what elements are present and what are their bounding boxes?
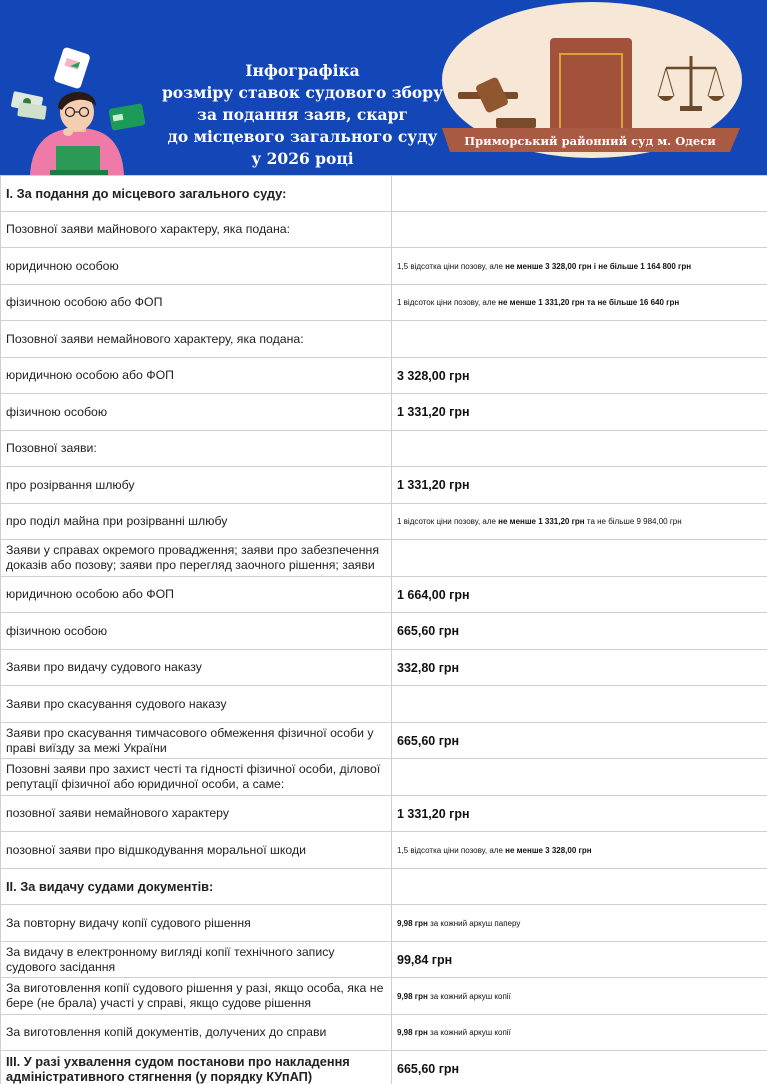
fee-description-text: юридичною особою або ФОП	[6, 587, 175, 601]
fee-amount-emphasis: не менше 3 328,00 грн і не більше 1 164 800 грн	[505, 261, 692, 271]
table-row	[1, 905, 767, 942]
fee-description-text: юридичною особою або ФОП	[6, 368, 175, 382]
fee-description-text: фізичною особою	[6, 623, 108, 638]
fee-description-text: Позовні заяви про захист честі та гідності фізичної особи, ділової репутації фізичної або юридичної особи, а саме:	[6, 762, 381, 791]
fee-description-text: Заяви про видачу судового наказу	[6, 660, 202, 674]
fee-description-text: фізичною особою	[6, 404, 108, 419]
card-icon	[108, 103, 145, 131]
fee-description	[1, 832, 392, 869]
fee-amount-prefix: 1 відсоток ціни позову, але	[397, 298, 499, 307]
fee-table-body	[1, 176, 767, 1084]
fee-description	[1, 321, 392, 358]
fee-amount-emphasis: 9,98 грн	[397, 1028, 428, 1037]
table-row	[1, 504, 767, 540]
fee-amount	[392, 176, 767, 212]
fee-amount: 1 331,20 грн	[392, 394, 767, 431]
fee-table	[0, 175, 767, 1084]
fee-description-text: I. За подання до місцевого загального суду:	[6, 186, 287, 201]
fee-description	[1, 650, 392, 686]
fee-amount: 3 328,00 грн	[392, 358, 767, 394]
fee-amount	[392, 504, 767, 540]
fee-description	[1, 467, 392, 504]
header-banner	[0, 0, 767, 175]
fee-amount-prefix: 1 відсоток ціни позову, але	[397, 517, 499, 526]
table-row	[1, 285, 767, 321]
table-row	[1, 467, 767, 504]
fee-amount	[392, 431, 767, 467]
fee-description-text: про поділ майна при розірванні шлюбу	[6, 514, 228, 528]
fee-amount	[392, 321, 767, 358]
fee-amount-suffix: за кожний аркуш копії	[427, 991, 511, 1001]
court-name: Приморський районний суд м. Одеси	[464, 134, 716, 148]
fee-description	[1, 905, 392, 942]
fee-amount-emphasis: 9,98 грн	[397, 991, 428, 1001]
table-row	[1, 723, 767, 759]
fee-description	[1, 1051, 392, 1084]
court-illustration	[440, 0, 767, 175]
fee-description	[1, 869, 392, 905]
fee-description-text: позовної заяви немайнового характеру	[6, 806, 230, 820]
banner-title	[160, 60, 445, 170]
table-row	[1, 650, 767, 686]
banner-title-line: Інфографіка	[245, 61, 360, 80]
fee-description	[1, 285, 392, 321]
fee-description	[1, 248, 392, 285]
fee-amount: 665,60 грн	[392, 613, 767, 650]
fee-description	[1, 686, 392, 723]
banner-title-line: до місцевого загального суду	[167, 127, 438, 146]
fee-amount-emphasis: не менше 3 328,00 грн	[505, 845, 592, 855]
table-row	[1, 540, 767, 577]
fee-amount	[392, 978, 767, 1015]
table-row	[1, 431, 767, 467]
fee-description-text: Позовної заяви:	[6, 441, 97, 455]
fee-description-text: фізичною особою або ФОП	[6, 295, 163, 309]
table-row	[1, 613, 767, 650]
fee-description	[1, 504, 392, 540]
fee-amount	[392, 540, 767, 577]
fee-amount	[392, 759, 767, 796]
fee-description	[1, 1015, 392, 1051]
fee-description	[1, 942, 392, 978]
table-row	[1, 176, 767, 212]
table-row	[1, 358, 767, 394]
fee-description-text: Позовної заяви майнового характеру, яка подана:	[6, 222, 291, 236]
banner-title-line: за подання заяв, скарг	[197, 105, 408, 124]
door-icon	[550, 38, 632, 142]
fee-description-text: позовної заяви про відшкодування моральної шкоди	[6, 842, 307, 857]
fee-description-text: про розірвання шлюбу	[6, 477, 135, 492]
fee-amount: 99,84 грн	[392, 942, 767, 978]
fee-amount-prefix: 1,5 відсотка ціни позову, але	[397, 261, 506, 271]
fee-amount	[392, 285, 767, 321]
fee-description-text: Позовної заяви немайнового характеру, яка подана:	[6, 331, 304, 346]
table-row	[1, 832, 767, 869]
banner-title-line: розміру ставок судового збору	[161, 83, 444, 102]
banner-title-line: у 2026 році	[251, 149, 354, 168]
fee-amount: 1 331,20 грн	[392, 796, 767, 832]
fee-description	[1, 723, 392, 759]
fee-description-text: юридичною особою	[6, 258, 119, 273]
fee-description-text: За видачу в електронному вигляді копії технічного запису судового засідання	[6, 944, 335, 974]
table-row	[1, 248, 767, 285]
fee-description-text: Заяви про скасування тимчасового обмеження фізичної особи у праві виїзду за межі України	[6, 725, 374, 755]
fee-description-text: III. У разі ухвалення судом постанови про накладення адміністративного стягнення (у порядку КУпАП)	[6, 1054, 350, 1084]
fee-description	[1, 759, 392, 796]
fee-description-text: Заяви про скасування судового наказу	[6, 696, 227, 711]
laptop-icon	[50, 146, 108, 175]
fee-description-text: За виготовлення копії судового рішення у разі, якщо особа, яка не бере (не брала) участі у справі, якщо судове рішення	[6, 981, 384, 1010]
table-row	[1, 759, 767, 796]
fee-description	[1, 176, 392, 212]
table-row	[1, 212, 767, 248]
table-row	[1, 869, 767, 905]
fee-amount	[392, 869, 767, 905]
fee-amount-prefix: 1,5 відсотка ціни позову, але	[397, 845, 506, 855]
person-laptop-illustration	[0, 0, 160, 175]
fee-amount: 665,60 грн	[392, 723, 767, 759]
table-row	[1, 394, 767, 431]
fee-description	[1, 796, 392, 832]
table-row	[1, 321, 767, 358]
table-row	[1, 942, 767, 978]
fee-amount-suffix: за кожний аркуш копії	[427, 1028, 511, 1037]
fee-description	[1, 212, 392, 248]
fee-description	[1, 540, 392, 577]
fee-description-text: II. За видачу судами документів:	[6, 879, 214, 894]
fee-amount-emphasis: не менше 1 331,20 грн	[498, 517, 585, 526]
fee-amount	[392, 832, 767, 869]
fee-description-text: За повторну видачу копії судового рішення	[6, 915, 251, 930]
phone-icon	[53, 47, 91, 90]
table-row	[1, 796, 767, 832]
fee-description	[1, 613, 392, 650]
fee-amount: 332,80 грн	[392, 650, 767, 686]
fee-amount: 1 331,20 грн	[392, 467, 767, 504]
fee-description	[1, 394, 392, 431]
fee-amount	[392, 905, 767, 942]
fee-description-text: За виготовлення копій документів, долучених до справи	[6, 1025, 327, 1039]
fee-amount	[392, 686, 767, 723]
fee-amount: 665,60 грн	[392, 1051, 767, 1084]
fee-description	[1, 577, 392, 613]
table-row	[1, 978, 767, 1015]
fee-amount-emphasis: 9,98 грн	[397, 918, 428, 928]
fee-amount	[392, 212, 767, 248]
fee-amount	[392, 248, 767, 285]
fee-description-text: Заяви у справах окремого провадження; заяви про забезпечення доказів або позову; заяви про перегляд заочного рішення; заяви	[6, 543, 380, 572]
fee-description	[1, 431, 392, 467]
fee-amount: 1 664,00 грн	[392, 577, 767, 613]
table-row	[1, 1015, 767, 1051]
fee-amount-suffix: за кожний аркуш паперу	[427, 918, 521, 928]
fee-amount-suffix: та не більше 9 984,00 грн	[584, 517, 682, 526]
money-icon	[11, 91, 47, 120]
fee-amount	[392, 1015, 767, 1051]
fee-amount-emphasis: не менше 1 331,20 грн та не більше 16 640 грн	[498, 298, 680, 307]
fee-description	[1, 978, 392, 1015]
table-row	[1, 577, 767, 613]
table-row	[1, 1051, 767, 1084]
table-row	[1, 686, 767, 723]
fee-description	[1, 358, 392, 394]
